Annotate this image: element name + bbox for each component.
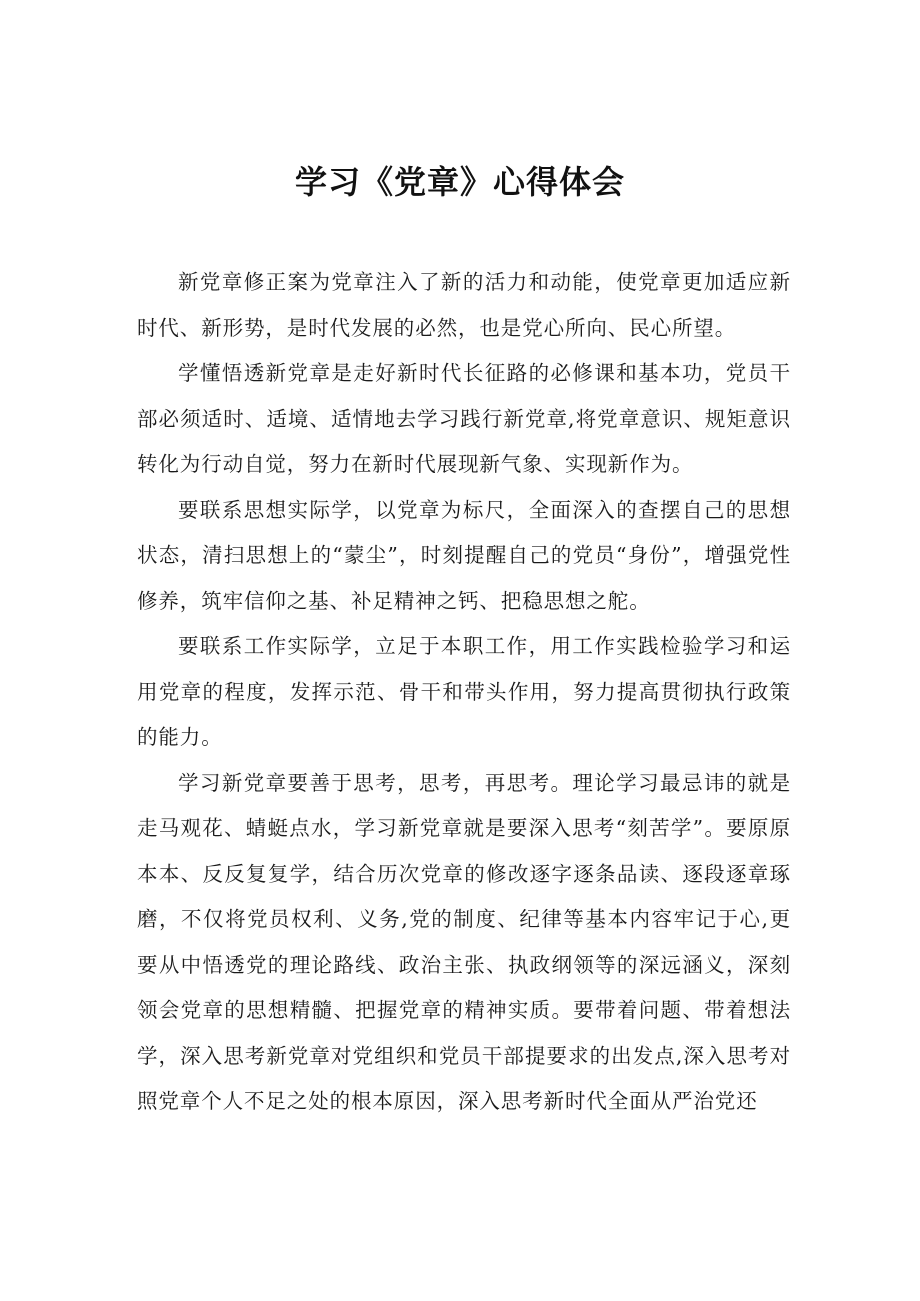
paragraph-2: 学懂悟透新党章是走好新时代长征路的必修课和基本功，党员干部必须适时、适境、适情地去学习践行新党章,将党章意识、规矩意识转化为行动自觉，努力在新时代展现新气象、实现新作为。 [137,361,791,476]
paragraph-4: 要联系工作实际学，立足于本职工作，用工作实践检验学习和运用党章的程度，发挥示范、骨干和带头作用，努力提高贯彻执行政策的能力。 [137,634,791,749]
paragraph-3: 要联系思想实际学，以党章为标尺，全面深入的查摆自己的思想状态，清扫思想上的“蒙尘”，时刻提醒自己的党员“身份”，增强党性修养，筑牢信仰之基、补足精神之钙、把稳思想之舵。 [137,497,791,613]
paragraph-5: 学习新党章要善于思考，思考，再思考。理论学习最忌讳的就是走马观花、蜻蜓点水，学习新党章就是要深入思考“刻苦学”。要原原本本、反反复复学，结合历次党章的修改逐字逐条品读、逐段逐章琢磨，不仅将党员权利、义务,党的制度、纪律等基本内容牢记于心,更要从中悟透党的理论路线、政治主张、执政纲领等的深远涵义，深刻领会党章的思想精髓、把握党章的精神实质。要带着问题、带着想法学，深入思考新党章对党组织和党员干部提要求的出发点,深入思考对照党章个人不足之处的根本原因，深入思考新时代全面从严治党还 [137,770,791,1113]
document-title: 学习《党章》心得体会 [294,163,625,201]
document-body [137,260,791,1125]
paragraph-1: 新党章修正案为党章注入了新的活力和动能，使党章更加适应新时代、新形势，是时代发展的必然，也是党心所向、民心所望。 [137,270,791,340]
